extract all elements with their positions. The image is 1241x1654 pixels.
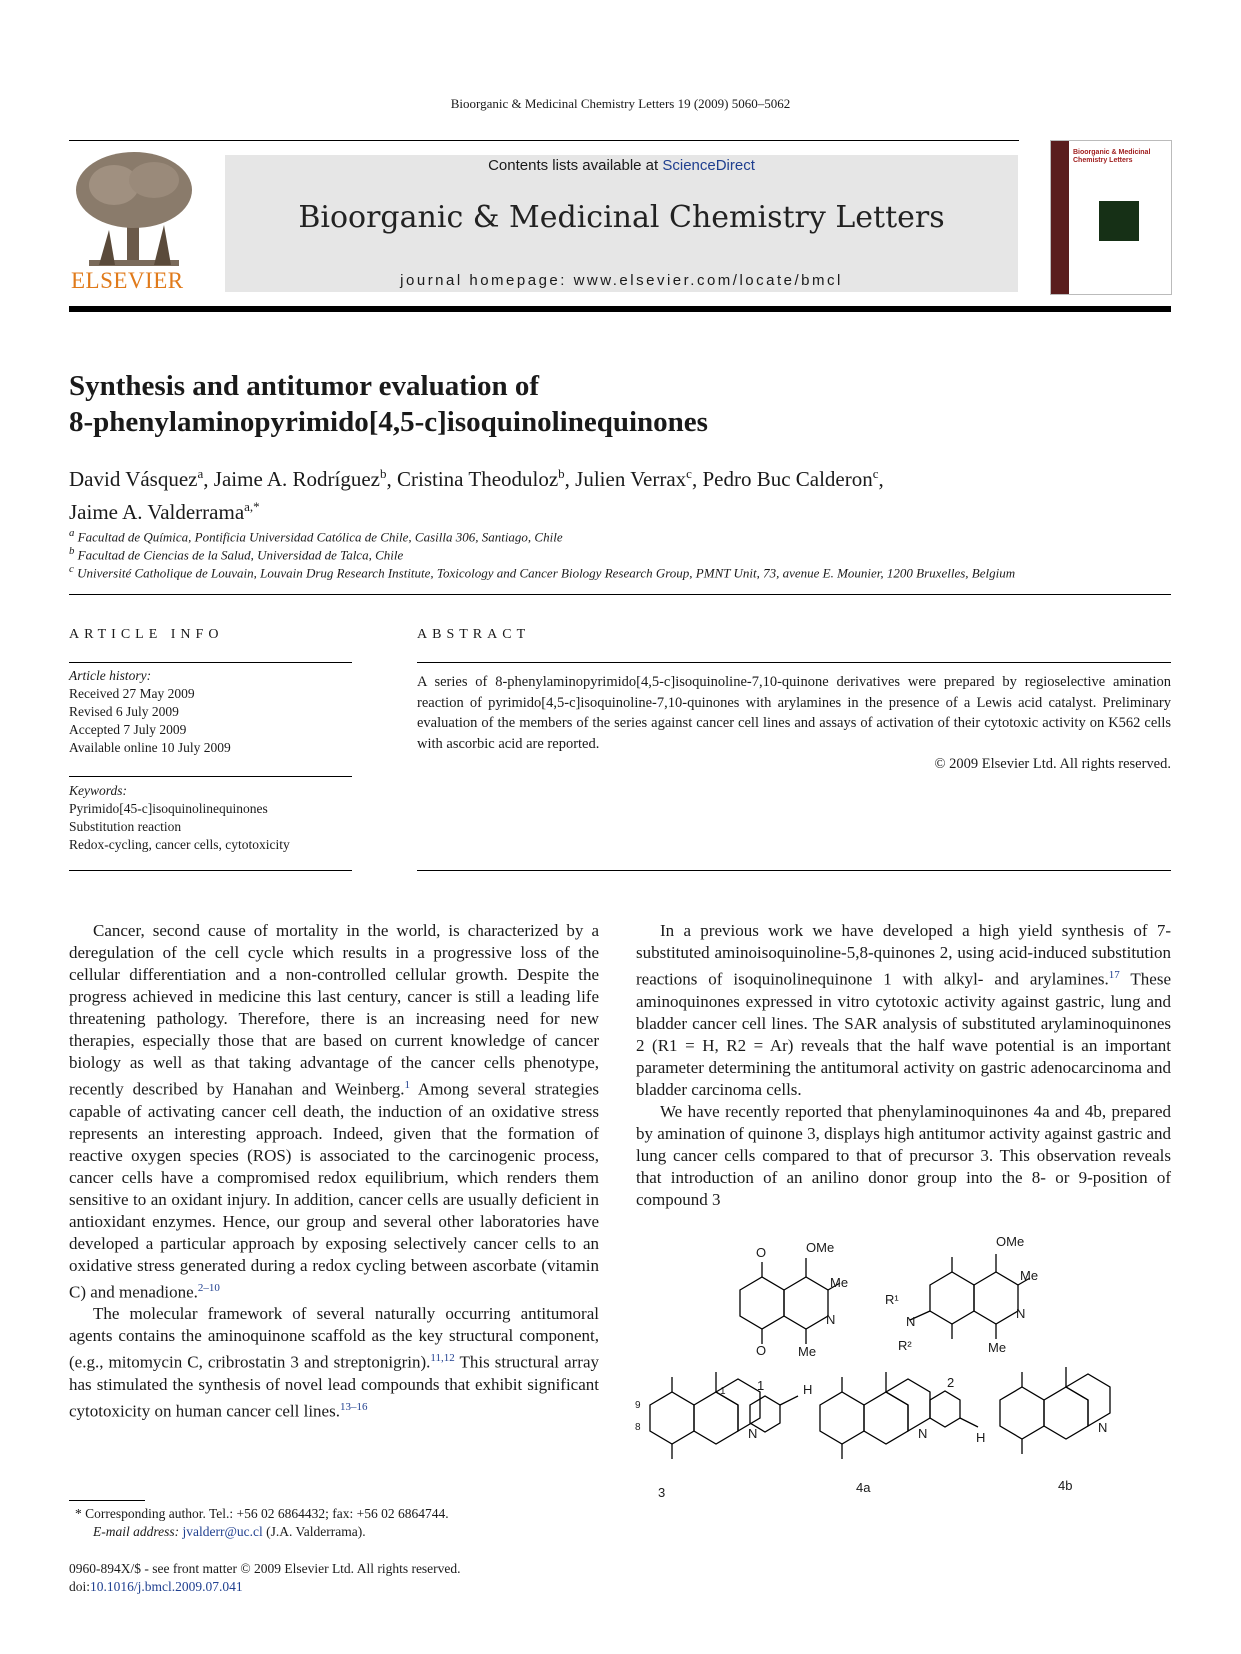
history-online: Available online 10 July 2009 <box>69 740 231 755</box>
journal-banner <box>225 155 1018 292</box>
abstract-text: A series of 8-phenylaminopyrimido[4,5-c]isoquinoline-7,10-quinone derivatives were prepared by regioselective amination reaction of pyrimido[4,5-c]isoquinoline-7,10-quinones with arylamines in the presence of a Lewis acid catalyst. Preliminary evaluation of the members of the series against cancer cell lines and assays of activation of their cytotoxic activity on K562 cells with ascorbic acid are reported. <box>417 674 1171 752</box>
citation-ref[interactable]: 13–16 <box>339 1400 368 1413</box>
chem-label-pos1: 1 <box>720 1386 726 1397</box>
author-separator: , <box>203 467 214 491</box>
body-right-column <box>636 920 1171 1211</box>
history-label: Article history: <box>69 668 152 683</box>
abstract-copyright: © 2009 Elsevier Ltd. All rights reserved. <box>934 756 1171 772</box>
author-name[interactable]: Julien Verrax <box>575 467 687 491</box>
email-label: E-mail address: <box>93 1524 183 1539</box>
chem-label-r1: R¹ <box>885 1292 899 1307</box>
chem-label-me: Me <box>988 1340 1007 1355</box>
paragraph-intro: Cancer, second cause of mortality in the world, is characterized by a deregulation of the cell cycle which results in a progressive loss of the cellular differentiation and a non-controlled cellular growth. Despite the progress achieved in medicine this last century, cancer is still a leading life threatening pathology. Therefore, there is an increasing need for new therapies, especially those that are based on current knowledge of cancer biology as well as that taking advantage of the cancer cells phenotype, recently described by Hanahan and Weinberg.$^1$ Among several strategies capable of activating cancer cell death, the induction of an oxidative stress represents an interesting approach. Indeed, given that the formation of reactive oxygen species (ROS) is associated to the carcinogenic process, cancer cells have a compromised redox equilibrium, which renders them sensitive to an oxidant injury. In addition, cancer cells are usually deficient in antioxidant enzymes. Hence, our group and several other laboratories have developed a particular approach by exposing selectively cancer cells to an oxidative stress generated during a redox cycling between ascorbate (vitamin C) and menadione.$^{2-10}$ <box>69 921 599 1302</box>
compound-label-4a: 4a <box>856 1480 871 1495</box>
chem-label-me: Me <box>1020 1268 1039 1283</box>
title-line-1: Synthesis and antitumor evaluation of <box>69 370 539 402</box>
elsevier-tree-icon <box>69 150 199 270</box>
chem-label-n: N <box>918 1426 928 1441</box>
contents-availability <box>225 155 1018 174</box>
elsevier-wordmark: ELSEVIER <box>71 268 184 293</box>
issn-line: 0960-894X/$ - see front matter © 2009 Elsevier Ltd. All rights reserved. <box>69 1561 461 1576</box>
compound-4b-structure <box>930 1367 1110 1454</box>
keywords-rule <box>69 870 352 871</box>
citation-ref[interactable]: 2–10 <box>197 1281 220 1294</box>
compound-3-structure <box>650 1372 760 1459</box>
chem-label-o: O <box>756 1245 767 1260</box>
keyword-1: Pyrimido[45-c]isoquinolinequinones <box>69 801 268 816</box>
abstract-body <box>417 672 1171 775</box>
doi-line <box>69 1578 629 1596</box>
history-received: Received 27 May 2009 <box>69 686 195 701</box>
abstract-heading: ABSTRACT <box>417 627 531 642</box>
header-thick-rule <box>69 306 1171 312</box>
abstract-rule <box>417 662 1171 663</box>
history-rule <box>69 776 352 777</box>
chem-label-n: N <box>1098 1420 1108 1435</box>
cover-title: Bioorganic & Medicinal Chemistry Letters <box>1073 149 1151 164</box>
author-name[interactable]: Pedro Buc Calderon <box>702 467 873 491</box>
doi-prefix: doi: <box>69 1579 91 1594</box>
author-affiliation-mark: b <box>380 466 387 481</box>
chem-label-n: N <box>748 1426 758 1441</box>
history-revised: Revised 6 July 2009 <box>69 704 179 719</box>
body-left-column <box>69 920 599 1423</box>
chem-label-pos9: 9 <box>635 1400 641 1411</box>
keywords-block <box>69 782 352 854</box>
article-title <box>69 368 708 440</box>
abstract-bottom-rule <box>417 870 1171 871</box>
chem-label-ome: OMe <box>806 1240 835 1255</box>
author-name[interactable]: Jaime A. Rodríguez <box>213 467 380 491</box>
compound-label-4b: 4b <box>1058 1478 1073 1493</box>
author-name[interactable]: Jaime A. Valderrama <box>69 500 245 524</box>
chem-label-me: Me <box>830 1275 849 1290</box>
chem-label-h: H <box>803 1382 813 1397</box>
cover-spine <box>1051 141 1069 294</box>
chem-label-o: O <box>756 1343 767 1358</box>
author-email-link[interactable]: jvalderr@uc.cl <box>182 1524 263 1539</box>
header-top-rule <box>69 140 1019 141</box>
title-line-2: 8-phenylaminopyrimido[4,5-c]isoquinolinequinones <box>69 406 708 438</box>
chem-label-h: H <box>976 1430 986 1445</box>
journal-cover-thumbnail <box>1050 140 1172 295</box>
author-list <box>69 460 1169 526</box>
article-info-heading: ARTICLE INFO <box>69 627 224 642</box>
sciencedirect-link[interactable]: ScienceDirect <box>662 157 755 174</box>
author-affiliation-mark: a <box>197 466 204 481</box>
footnote-contact: * Corresponding author. Tel.: +56 02 6864432; fax: +56 02 6864744. <box>75 1506 449 1521</box>
chem-label-n: N <box>826 1312 836 1327</box>
chem-label-ome: OMe <box>996 1234 1025 1249</box>
corresponding-author-footnote <box>75 1505 615 1541</box>
affiliation-a: $^a$ Facultad de Química, Pontificia Universidad Católica de Chile, Casilla 306, Santiago, Chile <box>69 527 563 545</box>
affiliation-c: $^c$ Université Catholique de Louvain, Louvain Drug Research Institute, Toxicology and Cancer Biology Research Group, PMNT Unit, 73, avenue E. Mounier, 1200 Bruxelles, Belgium <box>69 563 1016 581</box>
running-head: Bioorganic & Medicinal Chemistry Letters 19 (2009) 5060–5062 <box>450 96 791 111</box>
author-name[interactable]: Cristina Theoduloz <box>397 467 559 491</box>
citation-ref[interactable]: 1 <box>404 1079 410 1091</box>
author-separator: , <box>386 467 397 491</box>
footnote-rule <box>69 1500 145 1501</box>
chem-label-n: N <box>906 1314 916 1329</box>
email-after: (J.A. Valderrama). <box>262 1524 366 1539</box>
compound-label-2: 2 <box>947 1375 955 1390</box>
paragraph-previous-work: In a previous work we have developed a high yield synthesis of 7-substituted aminoisoquinoline-5,8-quinones 2, using acid-induced substitution reactions of isoquinolinequinone 1 with alkyl- and arylamines.$^{17}$ These aminoquinones expressed in vitro cytotoxic activity against gastric, lung and bladder cancer cell lines. The SAR analysis of substituted arylaminoquinones 2 (R1 = H, R2 = Ar) reveals that the half wave potential is an important parameter determining the antitumoral activity on gastric adenocarcinoma and bladder carcinoma cells. <box>636 921 1171 1099</box>
chem-label-r2: R² <box>898 1338 912 1353</box>
history-accepted: Accepted 7 July 2009 <box>69 722 187 737</box>
chemical-structures-figure <box>630 1234 1175 1540</box>
paragraph-recent-report: We have recently reported that phenylaminoquinones 4a and 4b, prepared by amination of quinone 3, displays high antitumor activity against gastric and lung cancer cells compared to that of precursor 3. This observation reveals that introduction of an anilino donor group into the 8- or 9-position of compound 3 <box>636 1101 1171 1209</box>
compound-2-structure <box>910 1254 1030 1339</box>
compound-label-3: 3 <box>658 1485 666 1500</box>
chem-label-me: Me <box>798 1344 817 1359</box>
citation-ref[interactable]: 17 <box>1108 969 1120 981</box>
article-history <box>69 667 352 757</box>
footnote-email-line <box>75 1523 615 1541</box>
keyword-3: Redox-cycling, cancer cells, cytotoxicity <box>69 837 290 852</box>
article-info-rule <box>69 662 352 663</box>
author-separator: , <box>564 467 576 491</box>
author-affiliation-mark: a,* <box>244 499 260 514</box>
chem-label-pos8: 8 <box>635 1422 641 1433</box>
compound-4a-structure <box>750 1372 930 1459</box>
author-name[interactable]: David Vásquez <box>69 467 198 491</box>
author-affiliation-mark: b <box>558 466 565 481</box>
author-affiliation-mark: c <box>872 466 879 481</box>
journal-homepage[interactable]: journal homepage: www.elsevier.com/locate/bmcl <box>400 272 843 289</box>
doi-link[interactable]: 10.1016/j.bmcl.2009.07.041 <box>90 1579 243 1594</box>
structures-drawing <box>630 1240 1175 1540</box>
paragraph-aminoquinone: The molecular framework of several naturally occurring antitumoral agents contains the aminoquinone scaffold as the key structural component, (e.g., mitomycin C, cribrostatin 3 and streptonigrin).$^{11,12}$ This structural array has stimulated the synthesis of novel lead compounds that exhibit significant cytotoxicity on human cancer cell lines.$^{13-16}$ <box>69 1304 599 1421</box>
elsevier-logo <box>69 150 199 295</box>
author-separator: , <box>691 467 703 491</box>
journal-title: Bioorganic & Medicinal Chemistry Letters <box>298 200 945 235</box>
citation-ref[interactable]: 11,12 <box>430 1352 455 1365</box>
affiliation-b: $^b$ Facultad de Ciencias de la Salud, Universidad de Talca, Chile <box>69 545 404 563</box>
contents-prefix: Contents lists available at <box>488 157 663 174</box>
cover-image <box>1099 201 1139 241</box>
author-affiliation-mark: c <box>686 466 692 481</box>
affiliation-rule <box>69 594 1171 595</box>
chem-label-n: N <box>1016 1306 1026 1321</box>
keywords-label: Keywords: <box>69 783 127 798</box>
compound-label-1: 1 <box>757 1378 765 1393</box>
compound-1-structure <box>740 1258 840 1344</box>
author-separator: , <box>878 467 884 491</box>
keyword-2: Substitution reaction <box>69 819 182 834</box>
issn-doi-block <box>69 1560 629 1596</box>
